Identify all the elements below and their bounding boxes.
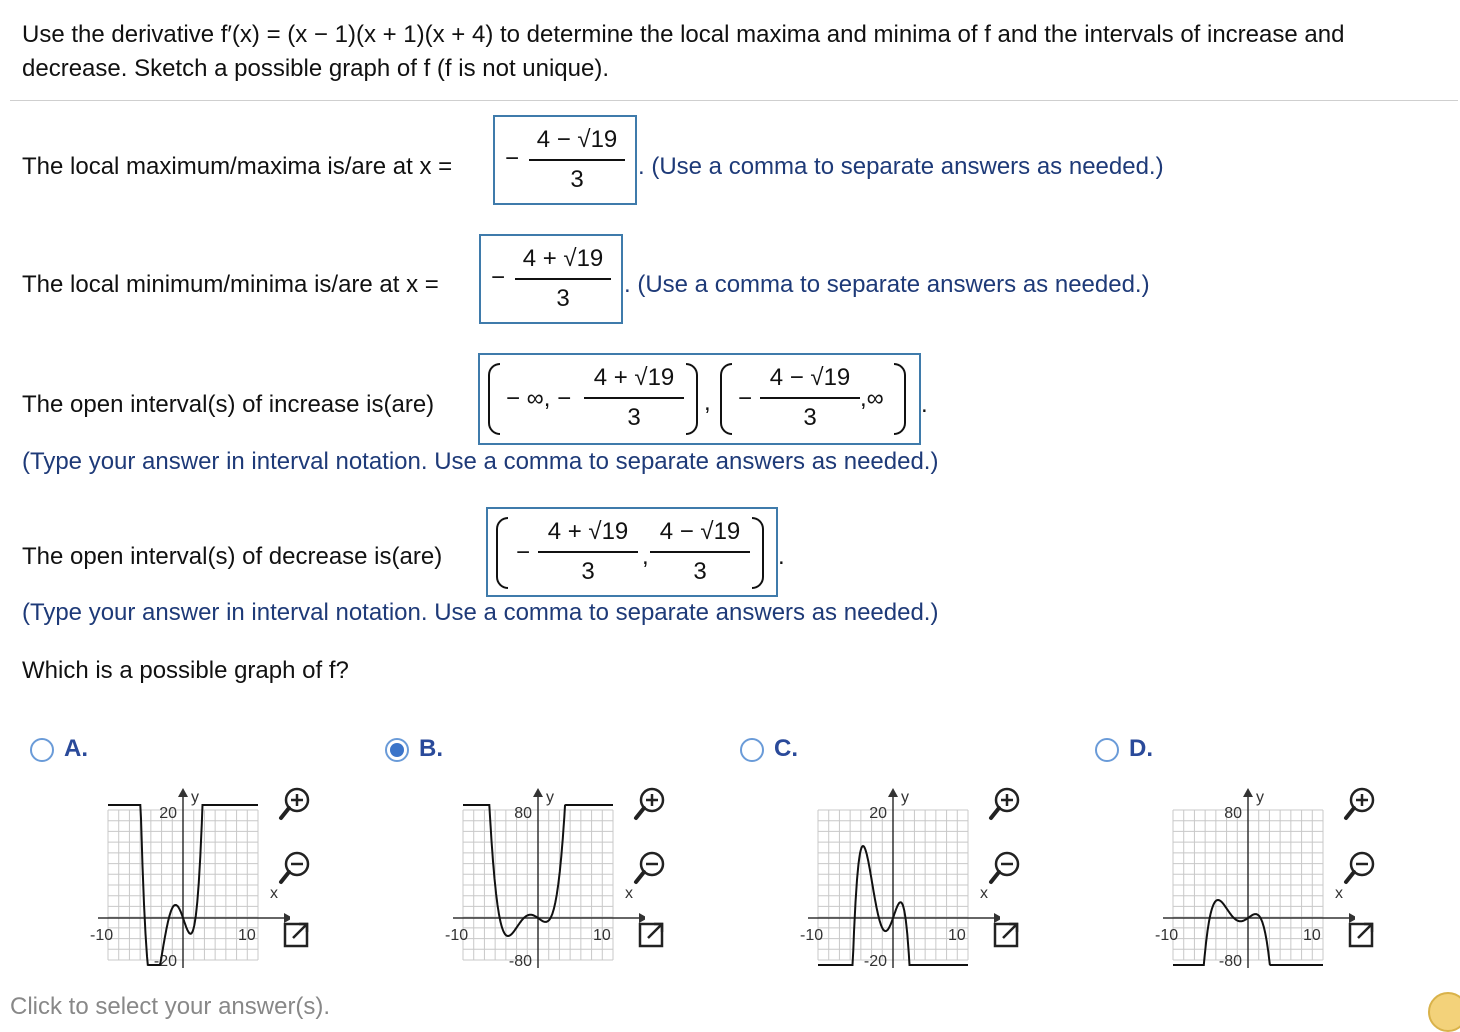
increase-part2-numerator: 4 − √19 <box>769 364 851 391</box>
x-tick-left: -10 <box>800 927 824 944</box>
zoom-out-icon[interactable] <box>985 846 1029 890</box>
increase-end: . <box>921 391 928 418</box>
local-min-numerator: 4 + √19 <box>522 245 604 272</box>
answer-option-b[interactable] <box>385 730 725 970</box>
close-paren <box>894 363 906 435</box>
option-letter: A. <box>64 735 88 762</box>
graph-question: Which is a possible graph of f? <box>22 657 349 684</box>
x-tick-right: 10 <box>238 927 256 944</box>
x-tick-left: -10 <box>90 927 114 944</box>
footer-instruction: Click to select your answer(s). <box>10 993 331 1020</box>
y-axis-arrow <box>888 788 898 797</box>
y-axis-label: y <box>546 789 554 806</box>
option-graph <box>415 780 645 980</box>
zoom-out-icon[interactable] <box>630 846 674 890</box>
local-max-numerator: 4 − √19 <box>536 126 618 153</box>
y-axis-arrow <box>1243 788 1253 797</box>
y-axis-label: y <box>1256 789 1264 806</box>
y-axis-label: y <box>901 789 909 806</box>
popout-icon[interactable] <box>1340 914 1384 958</box>
decrease-numerator-1: 4 + √19 <box>547 518 629 545</box>
local-max-sign: − <box>505 145 520 172</box>
y-tick-bottom: -20 <box>153 953 177 970</box>
zoom-in-icon[interactable] <box>1340 782 1384 826</box>
option-graph <box>60 780 290 980</box>
fraction-bar <box>538 551 638 553</box>
local-max-label: The local maximum/maxima is/are at x = <box>22 153 453 180</box>
fraction-bar <box>760 397 860 399</box>
option-graph <box>770 780 1000 980</box>
increase-part1-denominator: 3 <box>627 404 641 431</box>
x-axis-label: x <box>270 885 278 902</box>
local-min-label: The local minimum/minima is/are at x = <box>22 271 439 298</box>
increase-part2-fraction <box>760 363 860 433</box>
y-axis-label: y <box>191 789 199 806</box>
local-min-answer-box[interactable] <box>479 234 623 324</box>
x-axis-label: x <box>980 885 988 902</box>
decrease-numerator-2: 4 − √19 <box>659 518 741 545</box>
zoom-in-icon[interactable] <box>985 782 1029 826</box>
fraction-bar <box>515 278 611 280</box>
answer-option-a[interactable] <box>30 730 370 970</box>
x-axis-label: x <box>625 885 633 902</box>
x-tick-right: 10 <box>948 927 966 944</box>
local-min-hint: . (Use a comma to separate answers as needed.) <box>624 271 1150 298</box>
decrease-fraction-2 <box>650 517 750 587</box>
x-tick-left: -10 <box>1155 927 1179 944</box>
option-letter: B. <box>419 735 443 762</box>
decrease-denominator-2: 3 <box>693 558 707 585</box>
answer-option-d[interactable] <box>1095 730 1435 970</box>
open-paren <box>720 363 732 435</box>
popout-icon[interactable] <box>630 914 674 958</box>
interval-separator: , <box>642 543 649 570</box>
decrease-denominator-1: 3 <box>581 558 595 585</box>
open-paren <box>496 517 508 589</box>
increase-label: The open interval(s) of increase is(are) <box>22 391 435 418</box>
close-paren <box>752 517 764 589</box>
option-letter: C. <box>774 735 798 762</box>
y-tick-top: 80 <box>514 805 532 822</box>
local-min-sign: − <box>491 264 506 291</box>
local-max-answer-box[interactable] <box>493 115 637 205</box>
option-letter: D. <box>1129 735 1153 762</box>
x-axis-label: x <box>1335 885 1343 902</box>
increase-part1-fraction <box>584 363 684 433</box>
zoom-out-icon[interactable] <box>1340 846 1384 890</box>
popout-icon[interactable] <box>985 914 1029 958</box>
zoom-out-icon[interactable] <box>275 846 319 890</box>
close-paren <box>686 363 698 435</box>
x-tick-right: 10 <box>1303 927 1321 944</box>
increase-part1-numerator: 4 + √19 <box>593 364 675 391</box>
fraction-bar <box>650 551 750 553</box>
increase-part2-suffix: ,∞ <box>860 385 884 412</box>
decrease-answer-box[interactable] <box>486 507 778 597</box>
open-paren <box>488 363 500 435</box>
decrease-fraction-1 <box>538 517 638 587</box>
increase-part1-prefix: − ∞, − <box>506 385 572 412</box>
option-graph <box>1125 780 1355 980</box>
x-tick-right: 10 <box>593 927 611 944</box>
increase-part2-denominator: 3 <box>803 404 817 431</box>
y-tick-bottom: -80 <box>1218 953 1242 970</box>
y-tick-top: 20 <box>869 805 887 822</box>
popout-icon[interactable] <box>275 914 319 958</box>
x-tick-left: -10 <box>445 927 469 944</box>
y-tick-bottom: -80 <box>508 953 532 970</box>
local-min-fraction <box>515 244 611 314</box>
y-axis-arrow <box>533 788 543 797</box>
local-max-fraction <box>529 125 625 195</box>
increase-hint: (Type your answer in interval notation. Use a comma to separate answers as needed.) <box>22 448 939 475</box>
increase-part2-sign: − <box>738 385 753 412</box>
zoom-in-icon[interactable] <box>275 782 319 826</box>
interval-separator: , <box>704 389 711 416</box>
y-tick-top: 20 <box>159 805 177 822</box>
local-max-hint: . (Use a comma to separate answers as needed.) <box>638 153 1164 180</box>
y-tick-bottom: -20 <box>863 953 887 970</box>
decrease-label: The open interval(s) of decrease is(are) <box>22 543 443 570</box>
option-radio[interactable] <box>740 738 764 762</box>
decrease-end: . <box>778 543 785 570</box>
decrease-sign: − <box>516 539 531 566</box>
local-max-denominator: 3 <box>570 166 584 193</box>
zoom-in-icon[interactable] <box>630 782 674 826</box>
option-radio[interactable] <box>30 738 54 762</box>
decrease-hint: (Type your answer in interval notation. Use a comma to separate answers as needed.) <box>22 599 939 626</box>
question-text: Use the derivative f′(x) = (x − 1)(x + 1)(x + 4) to determine the local maxima and minima of f and the intervals of increase and decrease. Sketch a possible graph of f (f is not unique). <box>22 21 1345 82</box>
option-radio[interactable] <box>1095 738 1119 762</box>
y-tick-top: 80 <box>1224 805 1242 822</box>
help-icon[interactable] <box>1428 992 1460 1032</box>
local-min-denominator: 3 <box>556 285 570 312</box>
answer-option-c[interactable] <box>740 730 1080 970</box>
fraction-bar <box>529 159 625 161</box>
increase-answer-box[interactable] <box>478 353 921 445</box>
option-radio[interactable] <box>385 738 409 762</box>
fraction-bar <box>584 397 684 399</box>
y-axis-arrow <box>178 788 188 797</box>
divider <box>10 100 1458 101</box>
